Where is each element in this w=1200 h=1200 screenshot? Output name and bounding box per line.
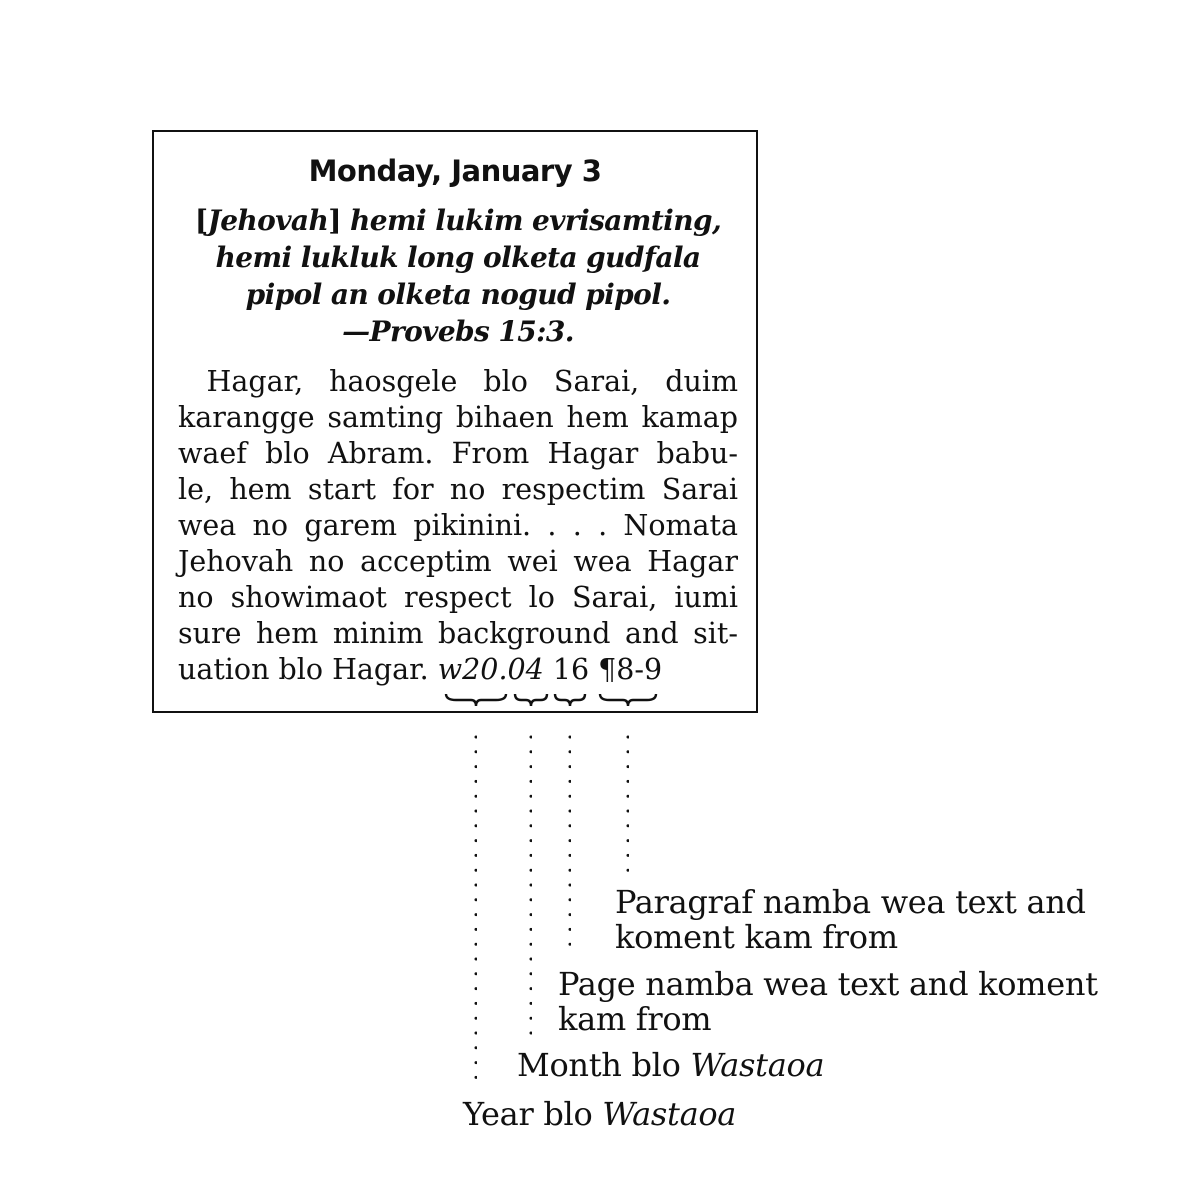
verse-line-2: hemi lukluk long olketa gudfala: [215, 241, 701, 274]
citation-issue-month: .04: [498, 653, 544, 686]
verse-subject: Jehovah: [207, 204, 329, 237]
year-label-italic: Wastaoa: [602, 1095, 737, 1133]
comment-line: no showimaot respect lo Sarai, iumi: [178, 581, 738, 614]
comment-line: sure hem minim background and sit-: [178, 617, 738, 650]
paragraph-number-label: [615, 885, 1086, 955]
page-brace-icon: [553, 692, 587, 708]
page-label-line-1: Page namba wea text and koment: [558, 965, 1098, 1003]
paragraph-leader-line: [626, 735, 629, 877]
comment-line: Jehovah no acceptim wei wea Hagar: [178, 545, 738, 578]
comment-line: waef blo Abram. From Hagar babu-: [178, 437, 738, 470]
comment-line: Hagar, haosgele blo Sarai, duim: [178, 365, 738, 398]
month-brace-icon: [513, 692, 549, 708]
verse-line-1-rest: hemi lukim evrisamting,: [340, 204, 722, 237]
month-label-text: Month blo: [517, 1046, 691, 1084]
comment-paragraph: [178, 364, 738, 688]
entry-date: Monday, January 3: [308, 154, 602, 188]
year-label-text: Year blo: [463, 1095, 603, 1133]
verse-line-1: [178, 202, 738, 239]
month-label-italic: Wastaoa: [690, 1046, 825, 1084]
scripture-verse: [178, 202, 738, 350]
year-leader-line: [474, 735, 477, 1087]
paragraph-label-line-1: Paragraf namba wea text and: [615, 883, 1086, 921]
year-label: [463, 1097, 736, 1132]
verse-reference: —Provebs 15:3.: [342, 315, 574, 348]
daily-text-box: [152, 130, 758, 713]
month-leader-line: [529, 735, 532, 1039]
verse-line-3: pipol an olketa nogud pipol.: [245, 278, 671, 311]
paragraph-label-line-2: koment kam from: [615, 918, 898, 956]
page-label-line-2: kam from: [558, 1000, 712, 1038]
comment-line: karangge samting bihaen hem kamap: [178, 401, 738, 434]
month-label: [517, 1048, 824, 1083]
year-brace-icon: [444, 692, 508, 708]
citation-paragraph: ¶8-9: [598, 653, 663, 686]
citation-publication-year: w20: [437, 653, 499, 686]
page-number-label: [558, 967, 1098, 1037]
page-leader-line: [568, 735, 571, 957]
citation-page: 16: [552, 653, 590, 686]
verse-close-bracket: ]: [328, 204, 341, 237]
paragraph-brace-icon: [598, 692, 658, 708]
comment-last-line-text: uation blo Hagar.: [178, 653, 438, 686]
comment-line: wea no garem pikinini. . . . Nomata: [178, 509, 738, 542]
comment-last-line: [178, 652, 738, 688]
comment-line: le, hem start for no respectim Sarai: [178, 473, 738, 506]
verse-open-bracket: [: [194, 204, 208, 237]
